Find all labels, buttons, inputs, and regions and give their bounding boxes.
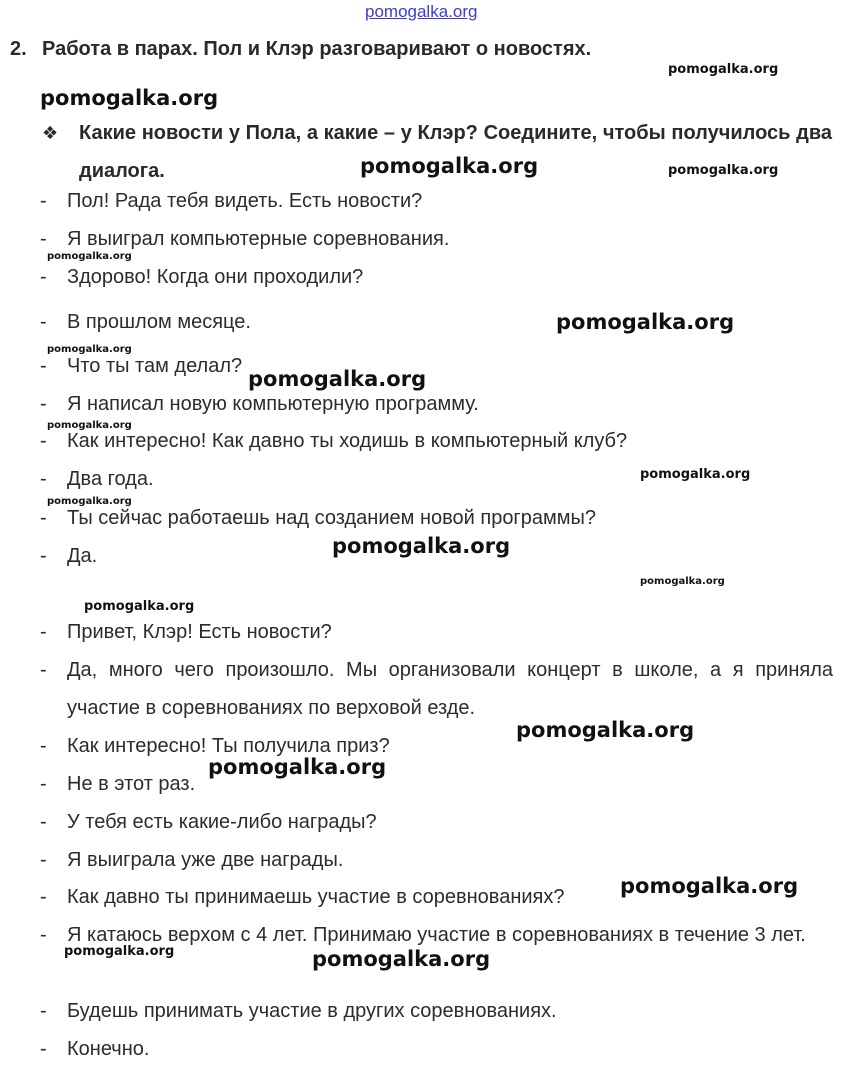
dash-bullet: - <box>40 773 47 795</box>
dialog2-text: Не в этот раз. <box>67 773 196 795</box>
dialog2-text: Я катаюсь верхом с 4 лет. Принимаю участие в соревнованиях в течение 3 лет. <box>67 924 806 946</box>
dash-bullet: - <box>40 507 47 529</box>
watermark: pomogalka.org <box>47 251 132 262</box>
dialog1-line <box>40 422 833 460</box>
dash-bullet: - <box>40 659 47 681</box>
dialog1-text: Что ты там делал? <box>67 355 243 377</box>
dialog2-text: Как давно ты принимаешь участие в соревнованиях? <box>67 886 565 908</box>
watermark: pomogalka.org <box>208 755 387 779</box>
dialog2-line <box>40 1030 833 1068</box>
watermark: pomogalka.org <box>40 86 219 110</box>
dash-bullet: - <box>40 621 47 643</box>
dialog2-text: Я выиграла уже две награды. <box>67 849 344 871</box>
dash-bullet: - <box>40 811 47 833</box>
dash-bullet: - <box>40 430 47 452</box>
dialog2-text: Будешь принимать участие в других соревнованиях. <box>67 1000 557 1022</box>
task-text: Какие новости у Пола, а какие – у Клэр? Соедините, чтобы получилось два диалога. <box>79 122 832 182</box>
dialog2-line <box>40 803 833 841</box>
dash-bullet: - <box>40 849 47 871</box>
watermark: pomogalka.org <box>668 62 779 77</box>
header-watermark-link[interactable]: pomogalka.org <box>365 2 478 21</box>
exercise-number: 2. <box>10 38 27 60</box>
watermark: pomogalka.org <box>64 944 175 959</box>
watermark: pomogalka.org <box>84 599 195 614</box>
dialog1-line <box>40 499 833 537</box>
dash-bullet: - <box>40 1000 47 1022</box>
dialog1-line <box>40 220 833 258</box>
dialog1-text: Пол! Рада тебя видеть. Есть новости? <box>67 190 423 212</box>
dash-bullet: - <box>40 190 47 212</box>
dialog2-text: У тебя есть какие-либо награды? <box>67 811 377 833</box>
exercise-heading <box>10 38 591 61</box>
watermark: pomogalka.org <box>312 947 491 971</box>
dialog1-text: В прошлом месяце. <box>67 311 251 333</box>
dash-bullet: - <box>40 735 47 757</box>
dash-bullet: - <box>40 355 47 377</box>
watermark: pomogalka.org <box>47 344 132 355</box>
diamond-bullet-icon: ❖ <box>42 123 59 143</box>
watermark: pomogalka.org <box>248 367 427 391</box>
dialog1-text: Я написал новую компьютерную программу. <box>67 393 479 415</box>
dash-bullet: - <box>40 468 47 490</box>
dash-bullet: - <box>40 266 47 288</box>
dash-bullet: - <box>40 228 47 250</box>
dialog2-line <box>40 727 833 765</box>
watermark: pomogalka.org <box>360 154 539 178</box>
dialog2-text: Как интересно! Ты получила приз? <box>67 735 390 757</box>
watermark: pomogalka.org <box>620 874 799 898</box>
dialog1-text: Как интересно! Как давно ты ходишь в компьютерный клуб? <box>67 430 628 452</box>
dialog2-text: Конечно. <box>67 1038 150 1060</box>
dash-bullet: - <box>40 924 47 946</box>
dialog1-text: Да. <box>67 545 98 567</box>
dialog1-text: Два года. <box>67 468 154 490</box>
watermark: pomogalka.org <box>556 310 735 334</box>
watermark: pomogalka.org <box>640 467 751 482</box>
dialog1-line <box>40 347 833 385</box>
dialog2-line <box>40 651 833 727</box>
dash-bullet: - <box>40 545 47 567</box>
dash-bullet: - <box>40 311 47 333</box>
dialog2-text: Привет, Клэр! Есть новости? <box>67 621 332 643</box>
watermark: pomogalka.org <box>332 534 511 558</box>
dialog1-text: Ты сейчас работаешь над созданием новой программы? <box>67 507 596 529</box>
task-instruction <box>42 114 832 190</box>
dialog2-line <box>40 765 833 803</box>
dialog1-line <box>40 182 833 220</box>
dialog2-text: Да, много чего произошло. Мы организовали концерт в школе, а я приняла участие в соревнованиях по верховой езде. <box>67 659 833 719</box>
watermark: pomogalka.org <box>47 496 132 507</box>
watermark: pomogalka.org <box>516 718 695 742</box>
dialog2-line <box>40 992 833 1030</box>
watermark: pomogalka.org <box>640 576 725 587</box>
exercise-title: Работа в парах. Пол и Клэр разговаривают о новостях. <box>42 38 592 60</box>
dash-bullet: - <box>40 1038 47 1060</box>
watermark: pomogalka.org <box>668 163 779 178</box>
dash-bullet: - <box>40 393 47 415</box>
dialog1-text: Здорово! Когда они проходили? <box>67 266 364 288</box>
dialog1-text: Я выиграл компьютерные соревнования. <box>67 228 450 250</box>
dialog1-line <box>40 258 833 296</box>
watermark: pomogalka.org <box>47 420 132 431</box>
dialog2-line <box>40 613 833 651</box>
dialog1-line <box>40 385 833 423</box>
dash-bullet: - <box>40 886 47 908</box>
